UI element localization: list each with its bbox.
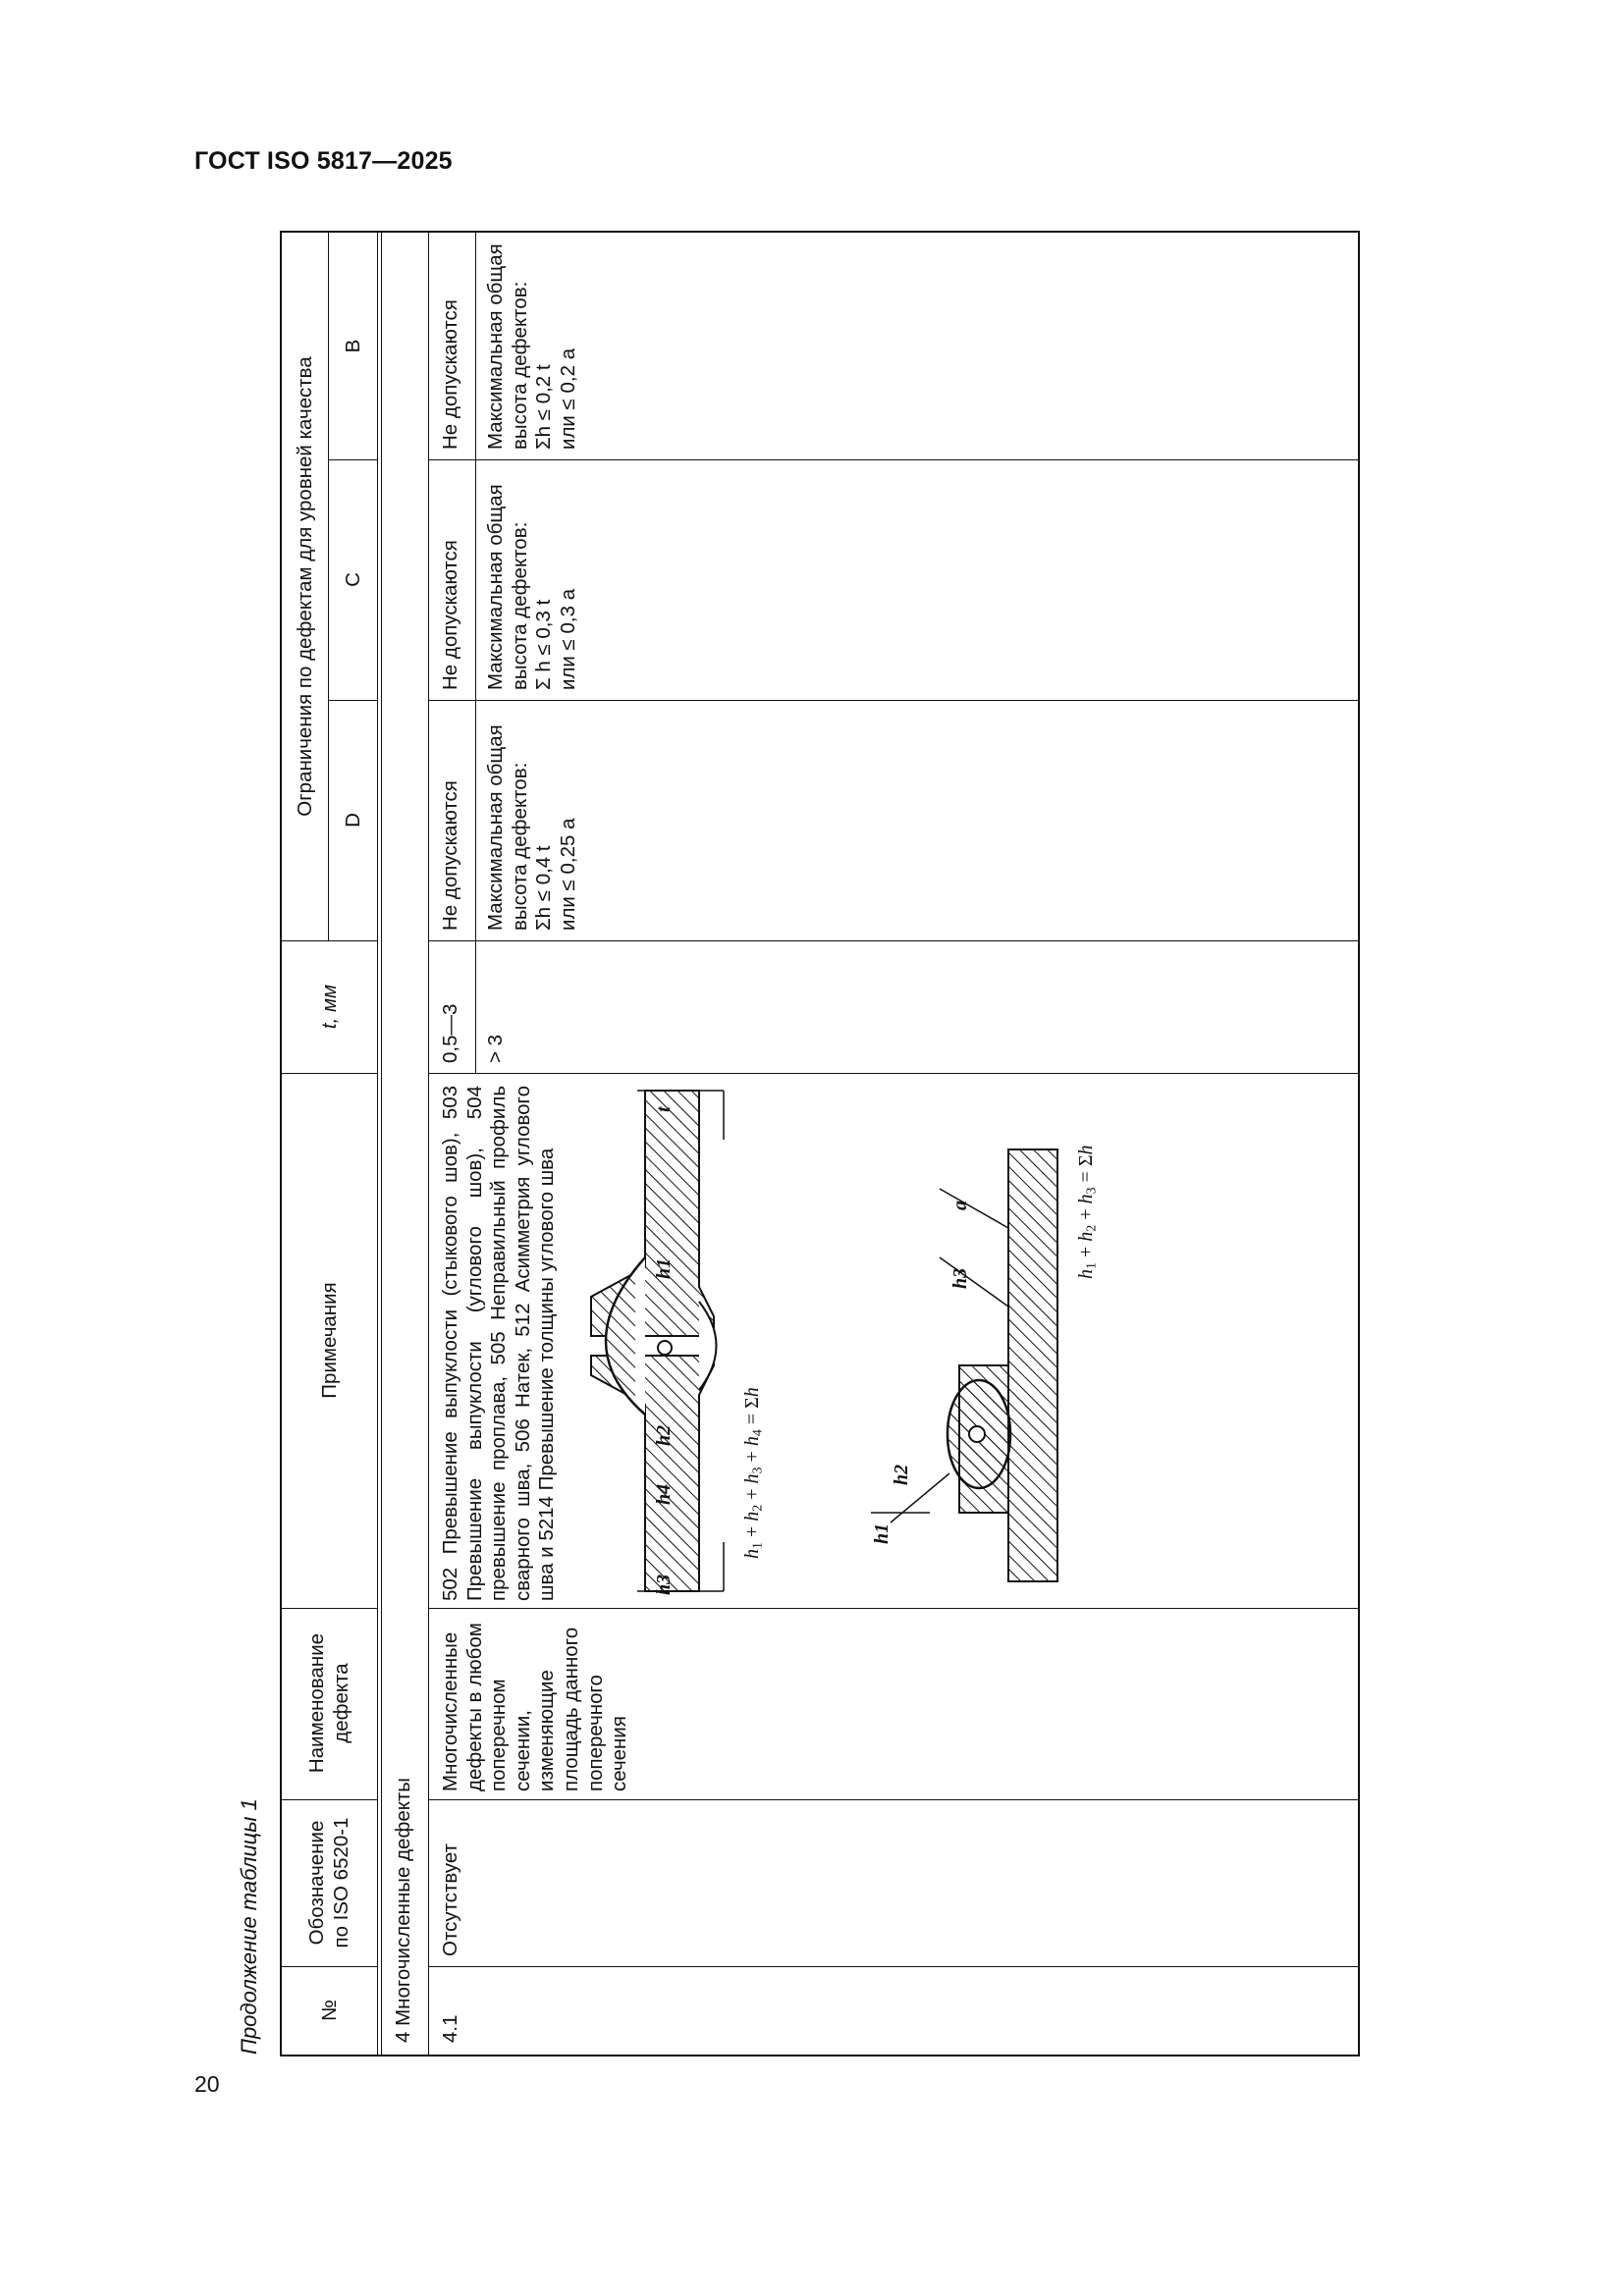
level-c-thick xyxy=(484,464,580,690)
level-c-limit-t: Σ h ≤ 0,3 t xyxy=(532,599,556,690)
t-range-2: > 3 xyxy=(484,1034,507,1063)
grid-line xyxy=(429,940,1358,941)
level-d-thin: Не допускаются xyxy=(439,780,461,931)
col-header-designation: Обозначение по ISO 6520-1 xyxy=(305,1817,352,1949)
butt-weld-sketch xyxy=(576,1086,733,1601)
level-b-text: Максимальная общая высота дефектов: xyxy=(484,243,531,450)
label-h2-text: h2 xyxy=(653,1424,675,1446)
page-number: 20 xyxy=(194,2071,220,2097)
col-header-quality-levels: Ограничения по дефектам для уровней качества xyxy=(293,356,316,817)
level-b-thick xyxy=(484,239,580,450)
grid-line xyxy=(428,233,429,2055)
t-range-1: 0,5—3 xyxy=(439,1003,461,1063)
level-b-thin: Не допускаются xyxy=(439,299,461,450)
level-d-limit-t: Σh ≤ 0,4 t xyxy=(532,845,556,931)
grid-line xyxy=(429,1608,1358,1609)
label-h3 xyxy=(653,1575,676,1595)
col-header-remarks: Примечания xyxy=(317,1282,341,1399)
label-h2 xyxy=(653,1425,676,1446)
row-remarks-text: 502 Превышение выпуклости (стыкового шов), 503 Превышение выпуклости (углового шов), 504 превышение проплава, 505 Неправильный профиль сварного шва, 506 Натек, 512 Асимметрия углового шва и 5214 Превышение толщины углового шва xyxy=(439,1086,559,1601)
label-h1-text: h1 xyxy=(653,1257,675,1279)
grid-line xyxy=(282,1799,378,1800)
document-header: ГОСТ ISO 5817—2025 xyxy=(194,147,453,175)
col-header-level-c: C xyxy=(341,572,364,587)
col-header-thickness-text: t, мм xyxy=(317,984,341,1030)
col-header-no: № xyxy=(317,2000,341,2021)
level-d-thick xyxy=(484,705,580,931)
label-h4 xyxy=(653,1484,676,1505)
level-c-text: Максимальная общая высота дефектов: xyxy=(484,484,531,690)
label-fillet-h3 xyxy=(949,1268,972,1289)
grid-line xyxy=(475,233,476,1074)
grid-line xyxy=(429,700,1358,701)
fillet-weld-formula: $h_1 + h_2 + h_3 = \Sigma h$ xyxy=(1075,1145,1100,1279)
grid-line xyxy=(381,233,382,2055)
grid-line xyxy=(282,1608,378,1609)
defects-table xyxy=(280,231,1360,2056)
label-t-text: t xyxy=(653,1106,675,1112)
row-defect-name: Многочисленные дефекты в любом поперечном сечении, изменяющие площадь данного поперечного сечения xyxy=(439,1623,631,1791)
label-h3-text: h3 xyxy=(653,1574,675,1595)
label-fillet-h1-text: h1 xyxy=(871,1522,893,1544)
col-header-thickness xyxy=(282,940,378,1073)
grid-line xyxy=(429,1966,1358,1967)
label-fillet-h3-text: h3 xyxy=(949,1267,971,1289)
row-designation: Отсутствует xyxy=(439,1843,461,1956)
row-number: 4.1 xyxy=(439,2014,461,2043)
label-fillet-h2-text: h2 xyxy=(891,1464,912,1485)
label-h4-text: h4 xyxy=(653,1483,675,1505)
table-caption: Продолжение таблицы 1 xyxy=(237,1798,261,2055)
level-c-limit-a: или ≤ 0,3 a xyxy=(556,588,579,690)
col-header-level-d: D xyxy=(341,813,364,828)
label-fillet-h1 xyxy=(871,1523,893,1544)
rotated-table-page xyxy=(231,231,1316,2056)
level-c-thin: Не допускаются xyxy=(439,540,461,690)
level-b-limit-t: Σh ≤ 0,2 t xyxy=(532,364,556,450)
butt-weld-formula: $h_1 + h_2 + h_3 + h_4 = \Sigma h$ xyxy=(741,1387,766,1559)
label-h1 xyxy=(653,1258,676,1279)
level-d-limit-a: или ≤ 0,25 a xyxy=(556,818,579,931)
label-fillet-a-text: a xyxy=(949,1201,971,1210)
grid-line xyxy=(429,1799,1358,1800)
grid-line xyxy=(429,459,1358,460)
label-fillet-a xyxy=(949,1201,972,1210)
label-t xyxy=(653,1106,676,1112)
label-fillet-h2 xyxy=(891,1465,913,1485)
grid-line xyxy=(429,1073,1358,1074)
fillet-weld-sketch xyxy=(832,1086,1077,1601)
section-title: 4 Многочисленные дефекты xyxy=(392,1777,414,2043)
level-b-limit-a: или ≤ 0,2 a xyxy=(556,347,579,450)
col-header-defect-name: Наименование дефекта xyxy=(305,1632,352,1774)
col-header-level-b: B xyxy=(341,339,364,353)
level-d-text: Максимальная общая высота дефектов: xyxy=(484,724,531,931)
